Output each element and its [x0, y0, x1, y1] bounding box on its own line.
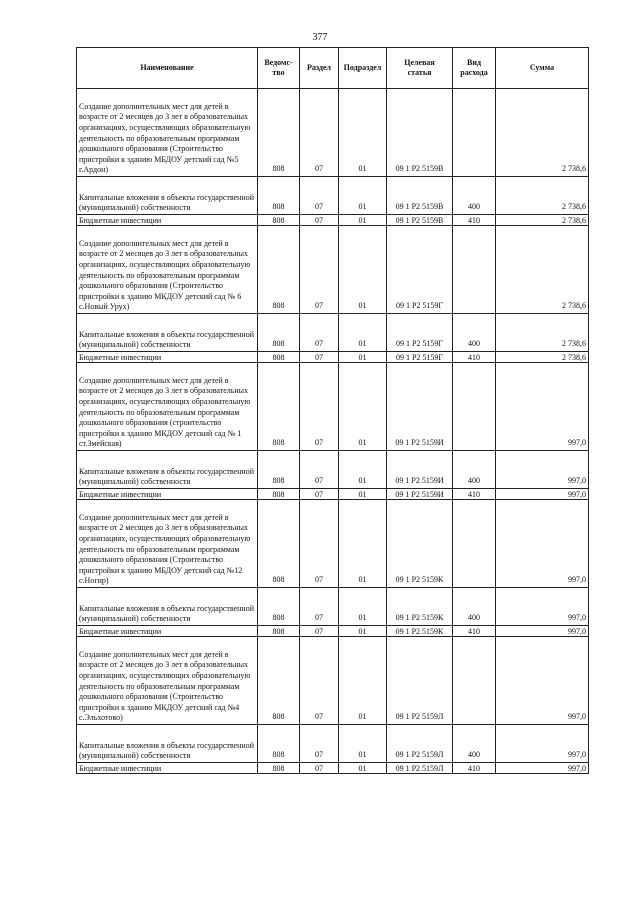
cell-summa: 997,0: [496, 626, 589, 637]
cell-vedom: 808: [258, 215, 300, 226]
cell-podrazdel: 01: [339, 314, 387, 352]
cell-summa: 997,0: [496, 489, 589, 500]
cell-vid: 410: [453, 626, 496, 637]
header-vedom: Ведомс- тво: [258, 48, 300, 89]
table-row: [77, 489, 589, 500]
cell-vid: 400: [453, 451, 496, 489]
cell-razdel: 07: [300, 226, 339, 314]
cell-name: Бюджетные инвестиции: [77, 215, 258, 226]
cell-vedom: 808: [258, 177, 300, 215]
cell-name: Бюджетные инвестиции: [77, 763, 258, 774]
cell-vedom: 808: [258, 363, 300, 451]
cell-statya: 09 1 Р2 5159Г: [387, 352, 453, 363]
cell-summa: 2 738,6: [496, 226, 589, 314]
cell-vedom: 808: [258, 226, 300, 314]
table-row: [77, 226, 589, 314]
cell-name: Создание дополнительных мест для детей в возрасте от 2 месяцев до 3 лет в образовательных организациях, осуществляющих образовательную деятельность по образовательным программам дошкольного образования (Строительство пристройки к зданию МКДОУ детский сад №4 с.Эльхотово): [77, 637, 258, 725]
cell-name: Бюджетные инвестиции: [77, 352, 258, 363]
cell-name: Создание дополнительных мест для детей в возрасте от 2 месяцев до 3 лет в образовательных организациях, осуществляющих образовательную деятельность по образовательным программам дошкольного образования (Строительство пристройки к зданию МБДОУ детский сад №5 г.Ардон): [77, 89, 258, 177]
cell-vid: 400: [453, 314, 496, 352]
cell-razdel: 07: [300, 588, 339, 626]
cell-name: Бюджетные инвестиции: [77, 489, 258, 500]
cell-name: Создание дополнительных мест для детей в возрасте от 2 месяцев до 3 лет в образовательных организациях, осуществляющих образовательную деятельность по образовательным программам дошкольного образования (Строительство пристройки к зданию МБДОУ детский сад №12 с.Ногир): [77, 500, 258, 588]
table-row: [77, 500, 589, 588]
table-row: [77, 363, 589, 451]
cell-statya: 09 1 Р2 5159Г: [387, 226, 453, 314]
cell-statya: 09 1 Р2 5159Л: [387, 637, 453, 725]
cell-vid: 410: [453, 215, 496, 226]
cell-razdel: 07: [300, 177, 339, 215]
cell-vid: 400: [453, 588, 496, 626]
cell-statya: 09 1 Р2 5159Г: [387, 314, 453, 352]
cell-vid: 410: [453, 352, 496, 363]
table-row: [77, 637, 589, 725]
cell-podrazdel: 01: [339, 500, 387, 588]
cell-statya: 09 1 Р2 5159Л: [387, 763, 453, 774]
cell-name: Капитальные вложения в объекты государственной (муниципальной) собственности: [77, 725, 258, 763]
cell-vedom: 808: [258, 588, 300, 626]
cell-vedom: 808: [258, 763, 300, 774]
cell-vid: 400: [453, 177, 496, 215]
cell-razdel: 07: [300, 352, 339, 363]
cell-name: Капитальные вложения в объекты государственной (муниципальной) собственности: [77, 451, 258, 489]
cell-razdel: 07: [300, 451, 339, 489]
cell-summa: 997,0: [496, 725, 589, 763]
header-name: Наименование: [77, 48, 258, 89]
cell-vid: 400: [453, 725, 496, 763]
table-row: [77, 451, 589, 489]
cell-vedom: 808: [258, 489, 300, 500]
cell-razdel: 07: [300, 626, 339, 637]
header-statya: Целевая статья: [387, 48, 453, 89]
cell-summa: 997,0: [496, 363, 589, 451]
cell-podrazdel: 01: [339, 451, 387, 489]
table-row: [77, 352, 589, 363]
cell-podrazdel: 01: [339, 226, 387, 314]
cell-razdel: 07: [300, 215, 339, 226]
cell-summa: 2 738,6: [496, 314, 589, 352]
cell-summa: 997,0: [496, 637, 589, 725]
cell-statya: 09 1 Р2 5159В: [387, 177, 453, 215]
header-vid: Вид расхода: [453, 48, 496, 89]
cell-statya: 09 1 Р2 5159В: [387, 89, 453, 177]
cell-razdel: 07: [300, 725, 339, 763]
table-row: [77, 763, 589, 774]
table-row: [77, 725, 589, 763]
header-razdel: Раздел: [300, 48, 339, 89]
cell-vid: [453, 500, 496, 588]
cell-name: Капитальные вложения в объекты государственной (муниципальной) собственности: [77, 588, 258, 626]
cell-vedom: 808: [258, 314, 300, 352]
cell-statya: 09 1 Р2 5159К: [387, 500, 453, 588]
cell-statya: 09 1 Р2 5159И: [387, 363, 453, 451]
table-row: [77, 89, 589, 177]
cell-vedom: 808: [258, 725, 300, 763]
cell-name: Бюджетные инвестиции: [77, 626, 258, 637]
cell-razdel: 07: [300, 363, 339, 451]
cell-name: Создание дополнительных мест для детей в возрасте от 2 месяцев до 3 лет в образовательных организациях, осуществляющих образовательную деятельность по образовательным программам дошкольного образования (строительство пристройки к зданию МКДОУ детский сад № 1 ст.Змейская): [77, 363, 258, 451]
cell-razdel: 07: [300, 89, 339, 177]
cell-podrazdel: 01: [339, 626, 387, 637]
cell-podrazdel: 01: [339, 588, 387, 626]
cell-name: Капитальные вложения в объекты государственной (муниципальной) собственности: [77, 314, 258, 352]
table-row: [77, 314, 589, 352]
header-podrazdel: Подраздел: [339, 48, 387, 89]
cell-summa: 997,0: [496, 763, 589, 774]
cell-vedom: 808: [258, 451, 300, 489]
cell-summa: 2 738,6: [496, 89, 589, 177]
cell-podrazdel: 01: [339, 637, 387, 725]
cell-vedom: 808: [258, 89, 300, 177]
cell-summa: 997,0: [496, 588, 589, 626]
header-summa: Сумма: [496, 48, 589, 89]
cell-vid: [453, 637, 496, 725]
cell-statya: 09 1 Р2 5159К: [387, 626, 453, 637]
cell-statya: 09 1 Р2 5159К: [387, 588, 453, 626]
cell-vid: [453, 89, 496, 177]
cell-vedom: 808: [258, 626, 300, 637]
budget-table: [76, 47, 589, 774]
table-row: [77, 588, 589, 626]
page-number: 377: [312, 32, 328, 43]
table-row: [77, 626, 589, 637]
cell-name: Создание дополнительных мест для детей в возрасте от 2 месяцев до 3 лет в образовательных организациях, осуществляющих образовательную деятельность по образовательным программам дошкольного образования (Строительство пристройки к зданию МКДОУ детский сад № 6 с.Новый Урух): [77, 226, 258, 314]
table-row: [77, 177, 589, 215]
cell-summa: 997,0: [496, 500, 589, 588]
cell-vid: [453, 226, 496, 314]
cell-podrazdel: 01: [339, 763, 387, 774]
cell-razdel: 07: [300, 314, 339, 352]
cell-summa: 997,0: [496, 451, 589, 489]
cell-summa: 2 738,6: [496, 215, 589, 226]
cell-vid: 410: [453, 763, 496, 774]
cell-podrazdel: 01: [339, 215, 387, 226]
cell-statya: 09 1 Р2 5159Л: [387, 725, 453, 763]
cell-podrazdel: 01: [339, 363, 387, 451]
cell-statya: 09 1 Р2 5159И: [387, 451, 453, 489]
cell-summa: 2 738,6: [496, 177, 589, 215]
cell-podrazdel: 01: [339, 177, 387, 215]
table-header-row: [77, 48, 589, 89]
cell-razdel: 07: [300, 500, 339, 588]
cell-podrazdel: 01: [339, 725, 387, 763]
cell-vedom: 808: [258, 500, 300, 588]
cell-vedom: 808: [258, 637, 300, 725]
cell-podrazdel: 01: [339, 352, 387, 363]
table-body: [77, 89, 589, 774]
cell-name: Капитальные вложения в объекты государственной (муниципальной) собственности: [77, 177, 258, 215]
cell-statya: 09 1 Р2 5159И: [387, 489, 453, 500]
cell-razdel: 07: [300, 489, 339, 500]
cell-razdel: 07: [300, 763, 339, 774]
cell-vid: 410: [453, 489, 496, 500]
cell-razdel: 07: [300, 637, 339, 725]
cell-podrazdel: 01: [339, 489, 387, 500]
cell-vedom: 808: [258, 352, 300, 363]
cell-summa: 2 738,6: [496, 352, 589, 363]
table-row: [77, 215, 589, 226]
cell-statya: 09 1 Р2 5159В: [387, 215, 453, 226]
cell-podrazdel: 01: [339, 89, 387, 177]
cell-vid: [453, 363, 496, 451]
